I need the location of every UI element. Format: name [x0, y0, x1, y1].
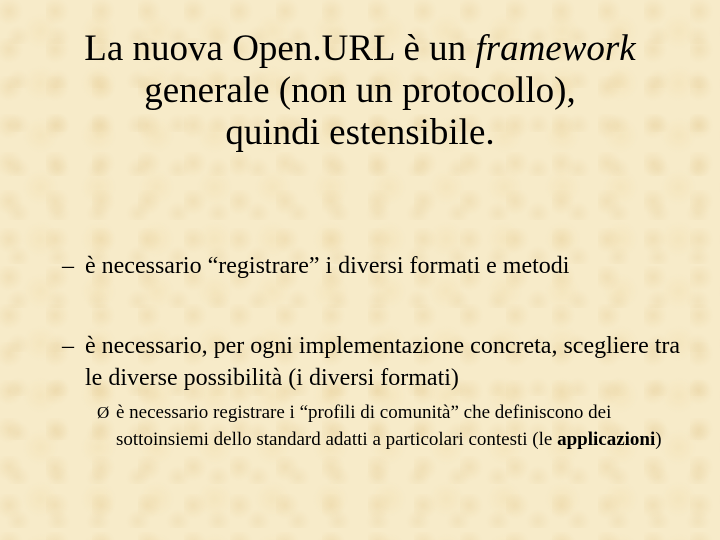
bullet-text: è necessario, per ogni implementazione concreta, scegliere tra le diverse possibilità (i diversi formati) — [85, 333, 681, 391]
title-line3: quindi estensibile. — [225, 112, 495, 153]
sub-bullet-item — [97, 399, 676, 453]
bullet-item — [62, 330, 702, 394]
title-line2: generale (non un protocollo), — [144, 70, 576, 111]
arrow-bullet-icon: Ø — [97, 403, 110, 422]
bullet-item — [62, 250, 682, 282]
slide-title — [40, 28, 680, 154]
sub-bullet-text-end: ) — [655, 429, 662, 450]
sub-bullet-bold-term: applicazioni — [557, 429, 656, 450]
bullet-dash-marker: – — [62, 253, 74, 279]
bullet-dash-marker: – — [62, 333, 74, 359]
title-framework-emphasis: framework — [475, 28, 636, 69]
title-line1-text: La nuova Open.URL è un — [84, 28, 476, 69]
sub-bullet-text: è necessario registrare i “profili di comunità” che definiscono dei sottoinsiemi dello standard adatti a particolari contesti (le — [116, 402, 612, 450]
bullet-text: è necessario “registrare” i diversi formati e metodi — [85, 253, 570, 279]
